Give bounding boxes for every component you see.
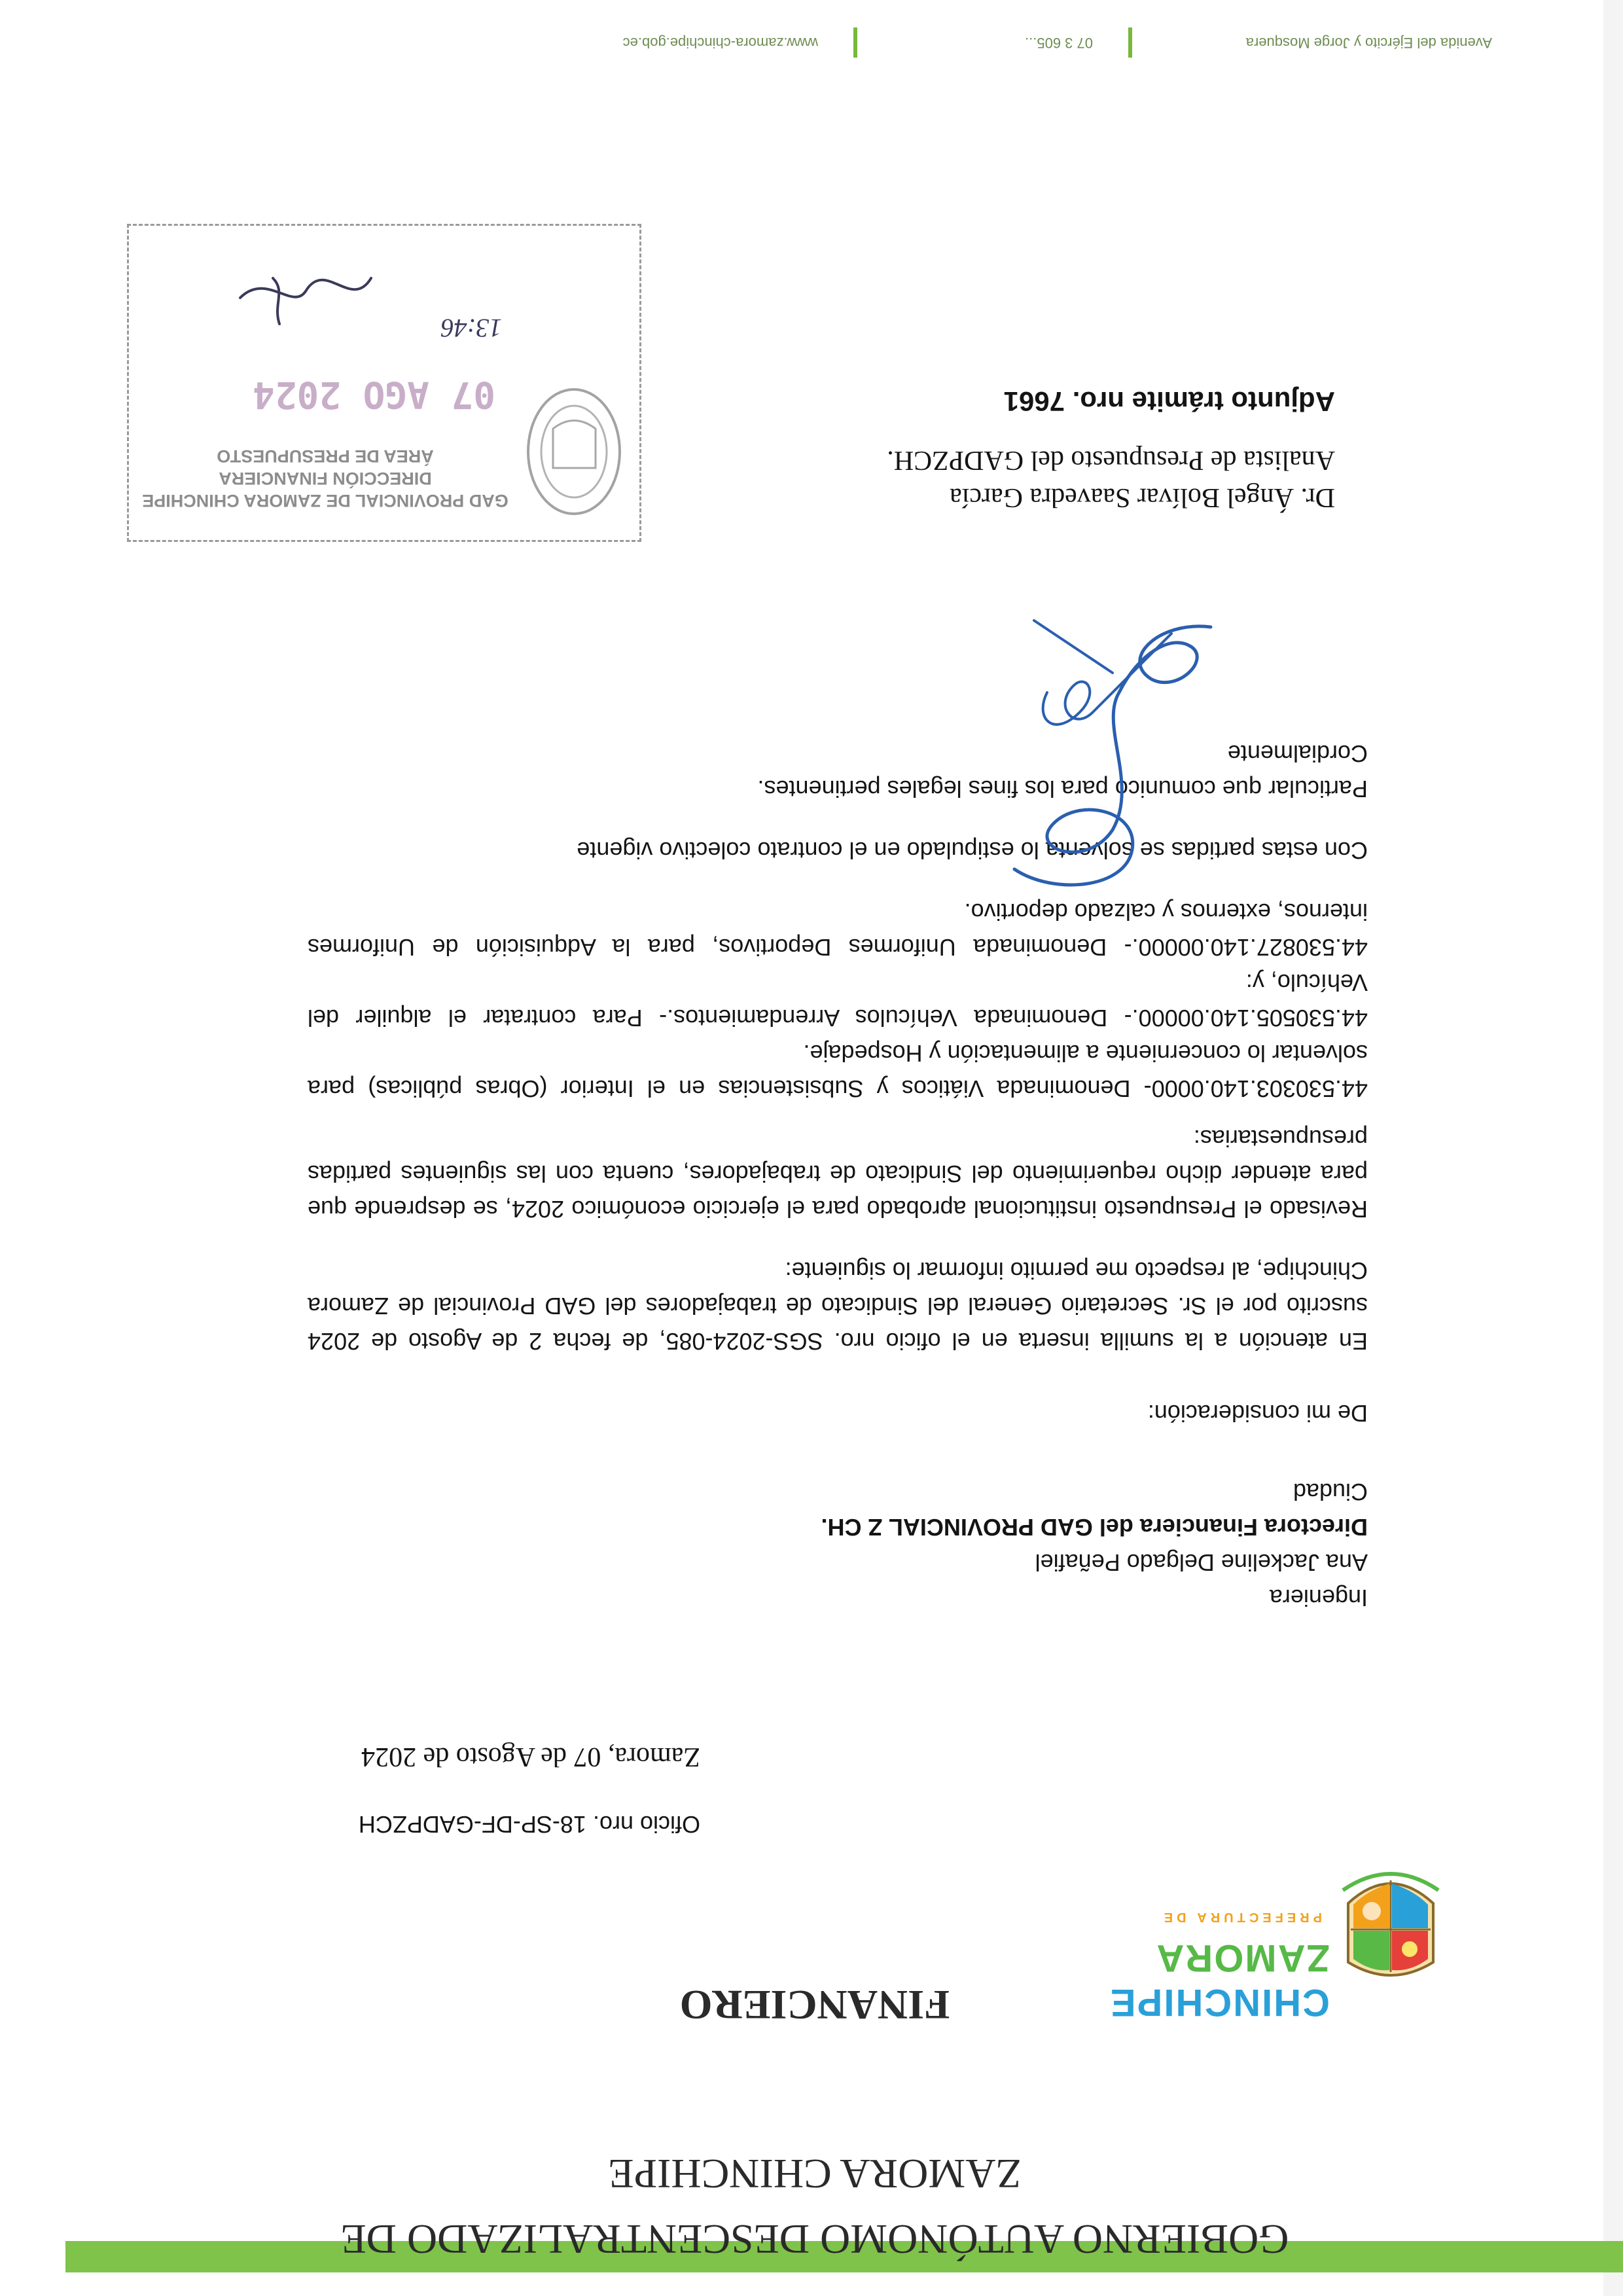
scan-edge	[1603, 0, 1623, 2296]
handwritten-signature	[975, 607, 1250, 908]
reception-stamp	[127, 224, 641, 542]
stamp-org-line1: GAD PROVINCIAL DE ZAMORA CHINCHIPE	[142, 491, 508, 511]
stamp-initials	[201, 245, 397, 350]
place-and-date: Zamora, 07 de Agosto de 2024	[361, 1742, 700, 1772]
budget-item: 44.530827.140.00000.- Denominada Uniformes Deportivos, para la Adquisición de Uniformes internos, externos y calzado deportivo.	[308, 899, 1368, 961]
stamp-org-line3: ÁREA DE PRESUPUESTO	[217, 446, 434, 467]
brand-prefix: PREFECTURA DE	[1160, 1910, 1322, 1924]
recipient-name: Ana Jackeline Delgado Peñafiel	[1035, 1549, 1368, 1576]
recipient-title: Ingeniera	[1269, 1585, 1368, 1611]
document-number: Oficio nro. 18-SP-DF-GADPZCH	[358, 1811, 700, 1838]
recipient-city: Ciudad	[1293, 1479, 1368, 1505]
footer-phone: 07 3 605...	[1025, 35, 1093, 51]
attachment-note: Adjunto trámite nro. 7661	[1003, 386, 1335, 417]
budget-item: 44.530505.140.00000.- Denominada Vehículos Arrendamientos.- Para contratar el alquiler del Vehículo, y:	[308, 969, 1368, 1031]
footer-separator	[853, 27, 857, 58]
closing: Cordialmente	[1227, 740, 1368, 767]
provincial-emblem-icon	[1342, 1864, 1440, 1988]
stamp-seal-icon	[524, 383, 625, 520]
government-name-line2: ZAMORA CHINCHIPE	[608, 2151, 1022, 2197]
signer-name: Dr. Ángel Bolívar Saavedra García	[950, 482, 1335, 512]
greeting: De mi consideración:	[1147, 1400, 1368, 1427]
department-title: FINANCIERO	[679, 1982, 950, 2028]
government-name-line1: GOBIERNO AUTÓNOMO DESCENTRALIZADO DE	[340, 2216, 1289, 2263]
stamp-handwritten-note: 13:46	[440, 314, 502, 343]
signer-role: Analista de Presupuesto del GADPZCH.	[887, 445, 1335, 476]
budget-item: 44.530303.140.0000- Denominada Viáticos y Subsistencias en el Interior (Obras públicas) para solventar lo concerniente a alimentación y Hospedaje.	[308, 1040, 1368, 1102]
footer-address: Avenida del Ejército y Jorge Mosquera	[1245, 35, 1492, 51]
paragraph-budget-review: Revisado el Presupuesto institucional aprobado para el ejercicio económico 2024, se desprende que para atender dicho requerimiento del Sindicato de trabajadores, cuenta con las siguientes partidas presupuestarias:	[308, 1125, 1368, 1223]
footer-website: www.zamora-chinchipe.gob.ec	[622, 35, 818, 51]
stamp-date: 07 AGO 2024	[253, 373, 495, 416]
brand-name-line1: ZAMORA	[1155, 1937, 1330, 1979]
paragraph-conclusion: Con estas partidas se solventa lo estipulado en el contrato colectivo vigente	[577, 837, 1368, 864]
signer-block	[615, 382, 1335, 516]
recipient-position: Directora Financiera del GAD PROVINCIAL Z CH.	[821, 1514, 1368, 1541]
paragraph-closing-remark: Particular que comunico para los fines legales pertinentes.	[757, 776, 1368, 802]
brand-name-line2: CHINCHIPE	[1109, 1981, 1330, 2024]
stamp-org-line2: DIRECCIÓN FINANCIERA	[219, 469, 432, 489]
paragraph-reference: En atención a la sumilla inserta en el oficio nro. SGS-2024-085, de fecha 2 de Agosto de 2024 suscrito por el Sr. Secretario General del Sindicato de trabajadores del GAD Provincial de Zamora Chinchipe, al respecto me permito informar lo siguiente:	[308, 1257, 1368, 1355]
stamp-organization	[142, 445, 508, 511]
footer-separator	[1128, 27, 1132, 58]
